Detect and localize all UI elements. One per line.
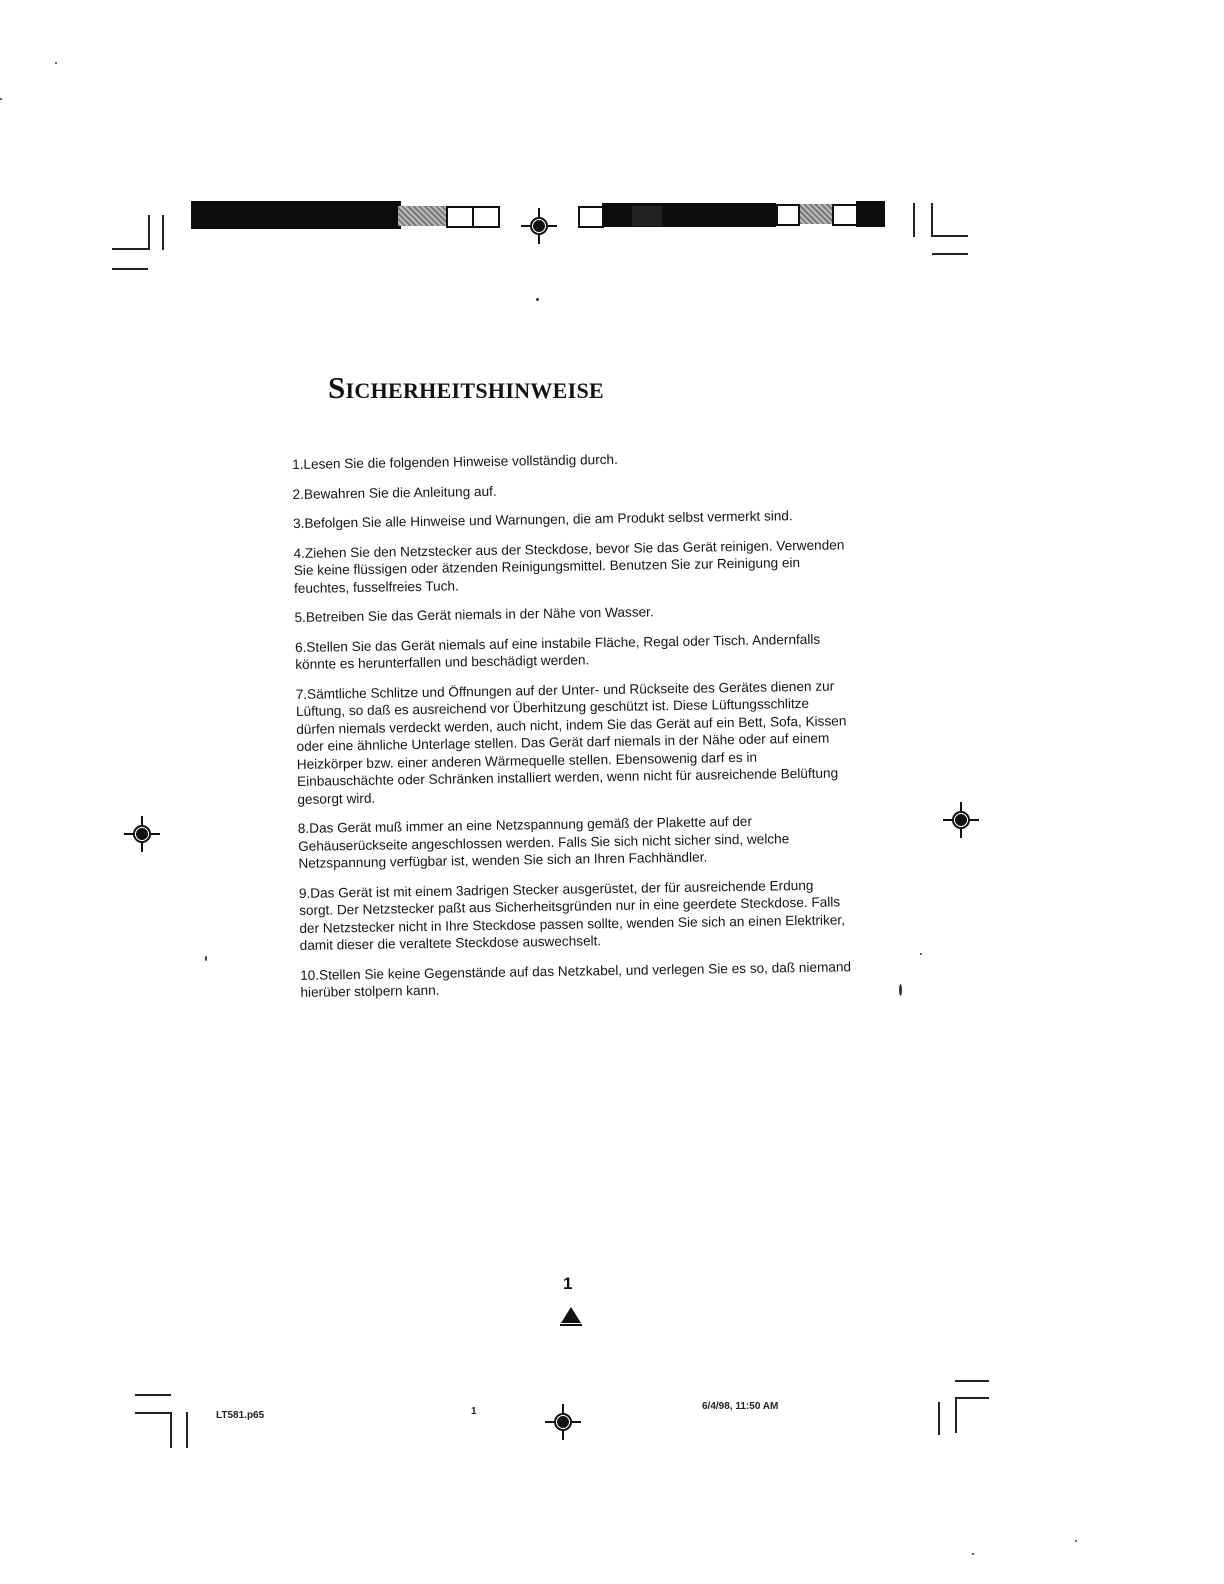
color-bar-grey-mid	[632, 206, 662, 226]
crop-mark-bottom-left-v	[170, 1412, 172, 1448]
list-item: 5.Betreiben Sie das Gerät niemals in der Nähe von Wasser.	[294, 604, 654, 625]
crop-mark-top-left-h	[112, 248, 148, 250]
crop-mark-top-right-h2	[932, 253, 968, 255]
list-item: 10.Stellen Sie keine Gegenstände auf das Netzkabel, und verlegen Sie es so, daß niemand hierüber stolpern kann.	[300, 958, 852, 1000]
list-item: 8.Das Gerät muß immer an eine Netzspannung gemäß der Plakette auf der Gehäuserückseite angeschlossen werden. Falls Sie sich nicht sicher sind, welche Netzspannung verfügbar ist, wenden Sie sich an Ihren Fachhändler.	[297, 813, 790, 871]
color-bar-box-5	[832, 204, 858, 226]
registration-mark-left-icon	[124, 816, 160, 852]
color-bar-box-2	[472, 206, 500, 228]
registration-mark-bottom-icon	[545, 1404, 581, 1440]
footer-page: 1	[471, 1406, 477, 1417]
crop-mark-top-right-v2	[931, 203, 933, 237]
scan-speck	[972, 1553, 974, 1555]
crop-mark-bottom-right-h2	[955, 1397, 989, 1399]
page-title: Sicherheitshinweise	[328, 370, 605, 405]
crop-mark-top-left-v	[148, 215, 150, 250]
scan-speck	[1075, 1540, 1077, 1542]
list-item: 1.Lesen Sie die folgenden Hinweise vollständig durch.	[292, 451, 618, 472]
crop-mark-bottom-left-h	[135, 1394, 171, 1396]
list-item: 6.Stellen Sie das Gerät niemals auf eine instabile Fläche, Regal oder Tisch. Andernfalls könnte es herunterfallen und beschädigt werden.	[294, 631, 821, 672]
crop-mark-top-right-v	[913, 203, 915, 237]
color-bar-box-1	[446, 206, 474, 228]
triangle-up-icon	[561, 1307, 581, 1323]
safety-instructions-list	[292, 447, 853, 1013]
list-item: 7.Sämtliche Schlitze und Öffnungen auf der Unter- und Rückseite des Gerätes dienen zur Lüftung, so daß es ausreichend vor Überhitzung geschützt ist. Diese Lüftungsschlitze dürfen niemals verdeckt werden, auch nicht, indem Sie das Gerät auf ein Bett, Sofa, Kissen oder eine ähnliche Unterlage stellen. Das Gerät darf niemals in der Nähe oder auf einem Heizkörper bzw. einer anderen Wärmequelle stellen. Ebensowenig darf es in Einbauschächte oder Schränken installiert werden, wenn nicht für ausreichende Belüftung gesorgt wird.	[295, 678, 847, 807]
crop-mark-bottom-right-h	[955, 1380, 989, 1382]
scan-speck	[920, 953, 922, 955]
color-bar-left	[191, 201, 401, 229]
footer-filename: LT581.p65	[216, 1410, 265, 1421]
crop-mark-bottom-left-h2	[135, 1412, 171, 1414]
list-item: 3.Befolgen Sie alle Hinweise und Warnungen, die am Produkt selbst vermerkt sind.	[292, 508, 793, 531]
footer-timestamp: 6/4/98, 11:50 AM	[702, 1401, 779, 1412]
list-item: 4.Ziehen Sie den Netzstecker aus der Steckdose, bevor Sie das Gerät reinigen. Verwenden Sie keine flüssigen oder ätzenden Reinigungsmittel. Benutzen Sie zur Reinigung ein feuchtes, fusselfreies Tuch.	[293, 536, 845, 596]
crop-mark-bottom-right-v2	[938, 1402, 940, 1435]
scan-speck	[55, 62, 57, 64]
color-bar-box-3	[578, 206, 604, 228]
crop-mark-bottom-right-v	[955, 1397, 957, 1433]
color-bar-grey-left	[398, 206, 448, 226]
scan-speck	[899, 984, 902, 996]
scan-speck	[536, 298, 539, 301]
page-number: 1	[563, 1274, 573, 1293]
crop-mark-top-right-h	[931, 235, 968, 237]
scan-speck	[0, 98, 2, 100]
triangle-base	[560, 1324, 582, 1326]
scan-speck	[205, 956, 207, 961]
crop-mark-top-left-h2	[112, 268, 148, 270]
color-bar-right	[602, 203, 776, 227]
registration-mark-right-icon	[943, 802, 979, 838]
registration-mark-icon	[521, 208, 557, 244]
list-item: 2.Bewahren Sie die Anleitung auf.	[292, 483, 497, 502]
crop-mark-top-left-v2	[162, 215, 164, 250]
list-item: 9.Das Gerät ist mit einem 3adrigen Stecker ausgerüstet, der für ausreichende Erdung sorgt. Der Netzstecker paßt aus Sicherheitsgründen nur in eine geerdete Steckdose. Falls der Netzstecker nicht in Ihre Steckdose passen sollte, wenden Sie sich an einen Elektriker, damit dieser die veraltete Steckdose auswechselt.	[298, 877, 846, 953]
crop-mark-bottom-left-v2	[186, 1412, 188, 1448]
color-bar-grey-right	[800, 204, 834, 224]
color-bar-box-4	[776, 204, 800, 226]
color-bar-right-end	[856, 201, 885, 227]
